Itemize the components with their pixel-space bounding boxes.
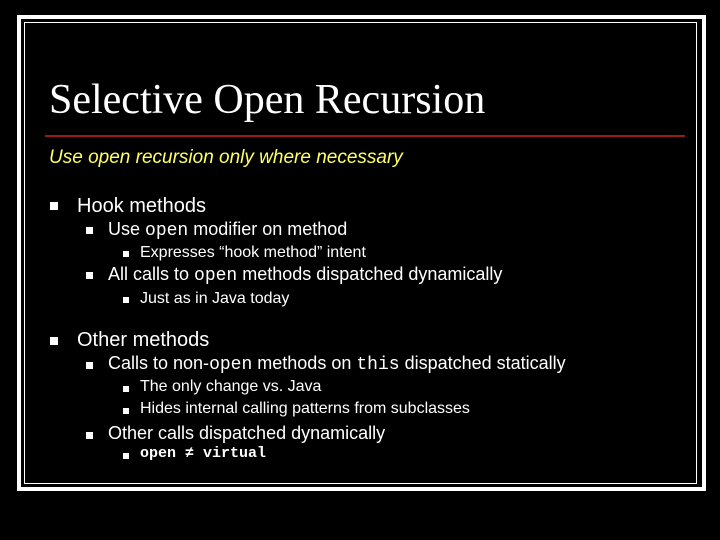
text: modifier on method — [188, 219, 348, 239]
title-underline — [45, 135, 685, 137]
square-bullet-icon — [50, 202, 58, 210]
square-bullet-icon — [123, 408, 129, 414]
bullet-other-methods: Other methods — [77, 329, 210, 351]
code-open: open — [209, 355, 253, 375]
bullet-java-today: Just as in Java today — [140, 290, 290, 307]
square-bullet-icon — [86, 362, 93, 369]
bullet-open-calls — [108, 263, 502, 287]
square-bullet-icon — [123, 297, 129, 303]
bullet-hook-methods: Hook methods — [77, 195, 206, 217]
text: Use — [108, 219, 146, 239]
code-open: open — [145, 221, 189, 241]
bullet-hook-intent: Expresses “hook method” intent — [140, 244, 366, 261]
bullet-non-open-calls — [108, 352, 566, 376]
square-bullet-icon — [86, 227, 93, 234]
bullet-hides-patterns: Hides internal calling patterns from subclasses — [140, 400, 470, 417]
bullet-open-neq-virtual: open ≠ virtual — [140, 445, 267, 462]
square-bullet-icon — [123, 386, 129, 392]
code-open: open — [194, 266, 238, 286]
code-this: this — [356, 355, 400, 375]
text: methods dispatched dynamically — [237, 264, 503, 284]
text: dispatched statically — [399, 353, 566, 373]
text: All calls to — [108, 264, 195, 284]
square-bullet-icon — [123, 453, 129, 459]
text: Calls to non- — [108, 353, 210, 373]
bullet-use-open — [108, 218, 347, 242]
square-bullet-icon — [86, 272, 93, 279]
bullet-other-dynamic: Other calls dispatched dynamically — [108, 423, 386, 443]
square-bullet-icon — [123, 251, 129, 257]
slide-subtitle: Use open recursion only where necessary — [49, 147, 403, 168]
slide-title: Selective Open Recursion — [49, 77, 486, 123]
square-bullet-icon — [86, 432, 93, 439]
bullet-only-change: The only change vs. Java — [140, 378, 322, 395]
text: methods on — [252, 353, 357, 373]
square-bullet-icon — [50, 337, 58, 345]
